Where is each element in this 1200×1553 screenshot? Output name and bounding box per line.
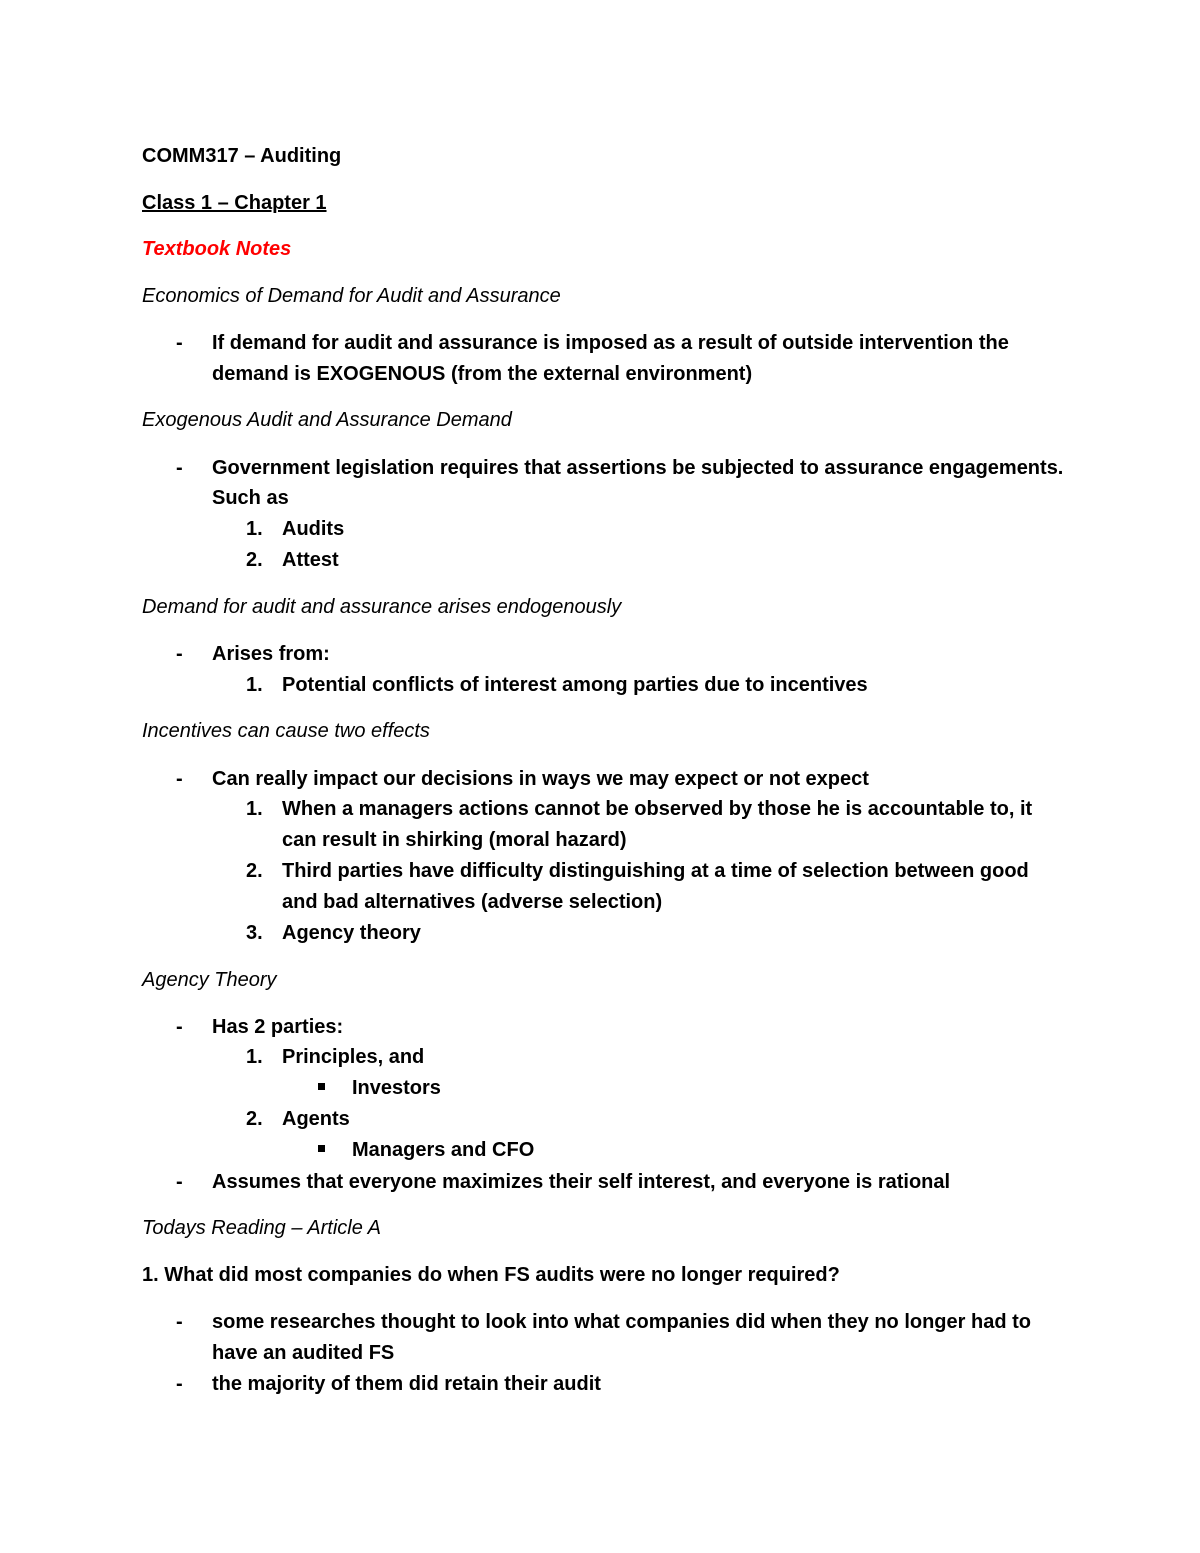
bullet-dash: - — [176, 1373, 183, 1395]
sub-list-item: Investors — [352, 1077, 441, 1099]
agency-bullet-2: Assumes that everyone maximizes their self interest, and everyone is rational — [212, 1171, 951, 1193]
subheading-incentives: Incentives can cause two effects — [142, 720, 430, 742]
class-chapter-heading: Class 1 – Chapter 1 — [142, 192, 327, 214]
list-item-line-1: Third parties have difficulty distinguishing at a time of selection between good — [282, 860, 1029, 882]
list-number: 1. — [246, 674, 263, 696]
bullet-dash: - — [176, 457, 183, 479]
list-number: 1. — [246, 518, 263, 540]
reading-bullet-1-line-1: some researches thought to look into what companies did when they no longer had to — [212, 1311, 1031, 1333]
sub-list-item: Managers and CFO — [352, 1139, 535, 1161]
bullet-dash: - — [176, 768, 183, 790]
reading-bullet-1-line-2: have an audited FS — [212, 1342, 395, 1364]
incentives-bullet: Can really impact our decisions in ways we may expect or not expect — [212, 768, 869, 790]
exogenous-bullet-line-2: Such as — [212, 487, 289, 509]
bullet-dash: - — [176, 1016, 183, 1038]
subheading-economics: Economics of Demand for Audit and Assurance — [142, 285, 561, 307]
list-number: 3. — [246, 922, 263, 944]
list-number: 1. — [246, 1046, 263, 1068]
square-bullet-icon — [318, 1145, 325, 1152]
reading-question: 1. What did most companies do when FS audits were no longer required? — [142, 1264, 840, 1286]
list-number: 2. — [246, 549, 263, 571]
subheading-todays-reading: Todays Reading – Article A — [142, 1217, 382, 1239]
exogenous-bullet-line-1: Government legislation requires that assertions be subjected to assurance engagements. — [212, 457, 1064, 479]
list-number: 2. — [246, 860, 263, 882]
economics-bullet-line-1: If demand for audit and assurance is imposed as a result of outside intervention the — [212, 332, 1009, 354]
endogenous-bullet: Arises from: — [212, 643, 330, 665]
list-item: Agents — [282, 1108, 350, 1130]
square-bullet-icon — [318, 1083, 325, 1090]
bullet-dash: - — [176, 1171, 183, 1193]
bullet-dash: - — [176, 1311, 183, 1333]
list-item: Principles, and — [282, 1046, 425, 1068]
subheading-agency-theory: Agency Theory — [142, 969, 277, 991]
economics-bullet-text: demand is — [212, 363, 317, 385]
list-number: 1. — [246, 798, 263, 820]
agency-bullet-1: Has 2 parties: — [212, 1016, 344, 1038]
economics-bullet-text-end: (from the external environment) — [445, 363, 753, 385]
list-item-line-2: and bad alternatives (adverse selection) — [282, 891, 663, 913]
subheading-exogenous: Exogenous Audit and Assurance Demand — [142, 409, 512, 431]
list-item: Attest — [282, 549, 339, 571]
section-heading-textbook-notes: Textbook Notes — [142, 238, 292, 260]
bullet-dash: - — [176, 332, 183, 354]
subheading-endogenous: Demand for audit and assurance arises endogenously — [142, 596, 622, 618]
list-item: Audits — [282, 518, 345, 540]
reading-bullet-2: the majority of them did retain their audit — [212, 1373, 601, 1395]
course-title: COMM317 – Auditing — [142, 145, 342, 167]
list-number: 2. — [246, 1108, 263, 1130]
list-item-line-1: When a managers actions cannot be observed by those he is accountable to, it — [282, 798, 1033, 820]
economics-bullet-line-2 — [212, 361, 752, 387]
list-item-line-2: can result in shirking (moral hazard) — [282, 829, 627, 851]
list-item: Potential conflicts of interest among parties due to incentives — [282, 674, 868, 696]
bullet-dash: - — [176, 643, 183, 665]
exogenous-emphasis: EXOGENOUS — [316, 363, 446, 385]
list-item-line-1: Agency theory — [282, 922, 421, 944]
